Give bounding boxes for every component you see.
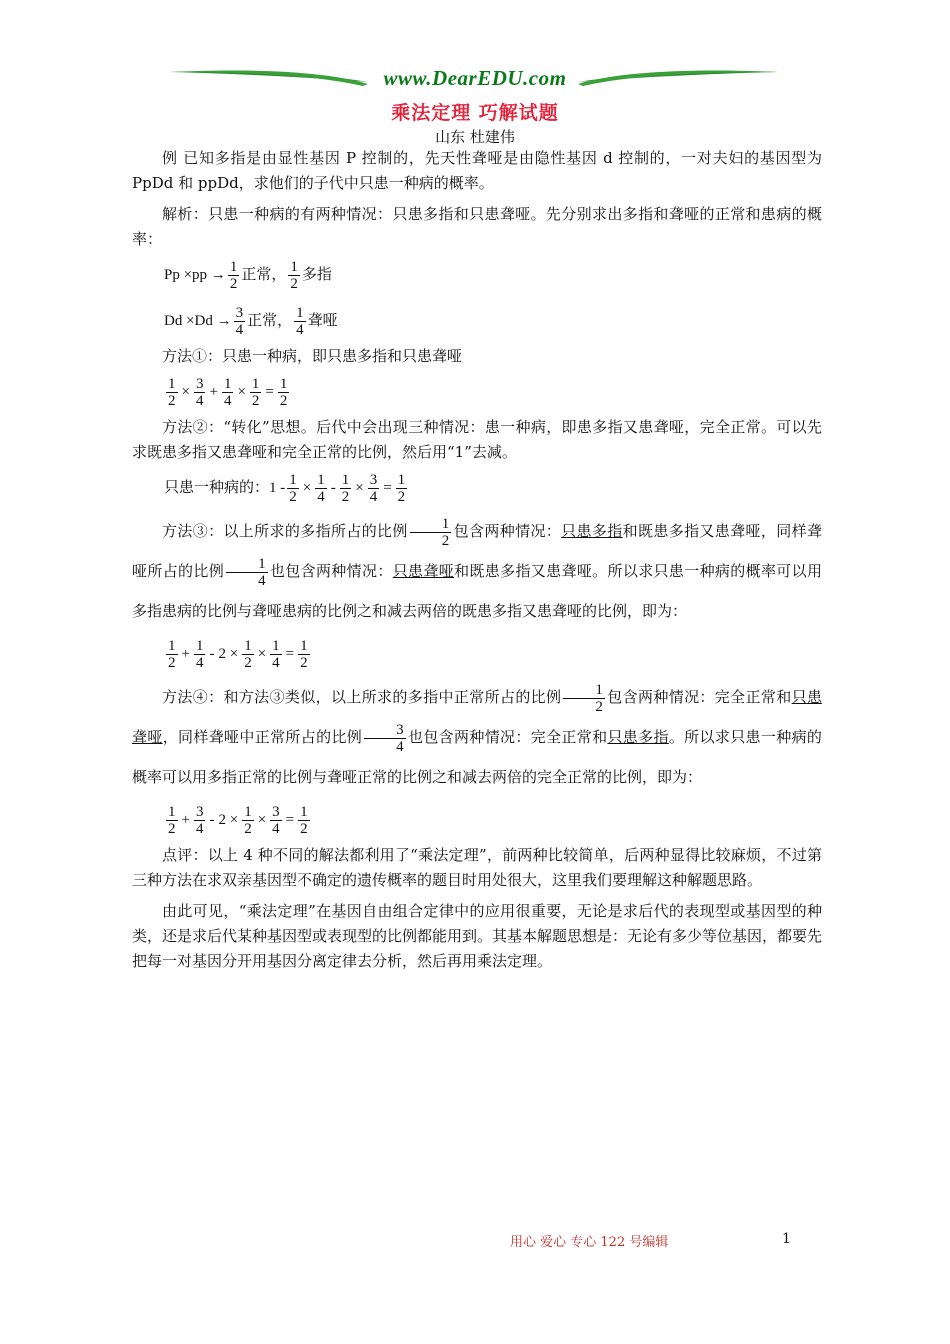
method-4-paragraph: 方法④：和方法③类似，以上所求的多指中正常所占的比例 $\frac{1}{2}$ 包含两种情况：完全正常和只患聋哑，同样聋哑中正常所占的比例 $\frac{3}{4}$ 也包含两种情况：完全正常和只患多指。所以求只患一种病的概率可以用多指正常的比例与聋哑正常的比例之和减去两倍的完全正常的比例，即为： (132, 681, 822, 786)
method-1-title: 方法①：只患一种病，即只患多指和只患聋哑 (162, 347, 463, 365)
cross-dd: Dd ×Dd → $\frac{3}{4}$ 正常， $\frac{1}{4}$ 聋哑 (164, 304, 338, 338)
method-2-paragraph: 方法②：“转化”思想。后代中会出现三种情况：患一种病，即患多指又患聋哑，完全正常。可以先求既患多指又患聋哑和完全正常的比例，然后用“1”去减。 (132, 418, 822, 461)
analysis-paragraph: 解析：只患一种病的有两种情况：只患多指和只患聋哑。先分别求出多指和聋哑的正常和患病的概率： (132, 205, 822, 248)
method-2-formula: 只患一种病的：1 - $\frac{1}{2}$ × $\frac{1}{4}$ - $\frac{1}{2}$ × $\frac{3}{4}$ = $\frac{1}{2}$ (164, 471, 406, 505)
method-1-formula: $\frac{1}{2}$ × $\frac{3}{4}$ + $\frac{1}{4}$ × $\frac{1}{2}$ = $\frac{1}{2}$ (168, 375, 288, 409)
cross-pp: Pp ×pp → $\frac{1}{2}$ 正常， $\frac{1}{2}$ 多指 (164, 258, 332, 292)
fraction: $\frac{1}{2}$ (229, 258, 238, 292)
conclusion-paragraph: 由此可见，“乘法定理”在基因自由组合定律中的应用很重要，无论是求后代的表现型或基因型的种类，还是求后代某种基因型或表现型的比例都能用到。其基本解题思想是：无论有多少等位基因，都要先把每一对基因分开用基因分离定律去分析，然后再用乘法定理。 (132, 902, 823, 970)
fraction: $\frac{1}{2}$ (290, 258, 298, 292)
fraction: $\frac{1}{4}$ (296, 304, 304, 338)
fraction: $\frac{3}{4}$ (235, 304, 244, 338)
example-paragraph: 例 已知多指是由显性基因 P 控制的，先天性聋哑是由隐性基因 d 控制的，一对夫妇的基因型为 PpDd 和 ppDd，求他们的子代中只患一种病的概率。 (132, 149, 822, 192)
method-4-formula: $\frac{1}{2}$ + $\frac{3}{4}$ - 2 × $\frac{1}{2}$ × $\frac{3}{4}$ = $\frac{1}{2}$ (168, 803, 308, 837)
footer-note: 用心 爱心 专心 122 号编辑 (510, 1235, 669, 1250)
method-3-formula: $\frac{1}{2}$ + $\frac{1}{4}$ - 2 × $\frac{1}{2}$ × $\frac{1}{4}$ = $\frac{1}{2}$ (168, 637, 308, 671)
method-3-paragraph: 方法③：以上所求的多指所占的比例 $\frac{1}{2}$ 包含两种情况：只患多指和既患多指又患聋哑，同样聋哑所占的比例 $\frac{1}{4}$ 也包含两种情况：只患聋哑和既患多指又患聋哑。所以求只患一种病的概率可以用多指患病的比例与聋哑患病的比例之和减去两倍的既患多指又患聋哑的比例，即为： (132, 515, 822, 620)
site-logo-text: www.DearEDU.com (383, 66, 567, 90)
article-author: 山东 杜建伟 (435, 128, 515, 146)
review-paragraph: 点评：以上 4 种不同的解法都利用了“乘法定理”，前两种比较简单，后两种显得比较麻烦，不过第三种方法在求双亲基因型不确定的遗传概率的题目时用处很大，这里我们要理解这种解题思路。 (132, 846, 822, 889)
article-title: 乘法定理 巧解试题 (391, 102, 559, 124)
article-body (132, 146, 822, 974)
page-number: 1 (782, 1231, 791, 1247)
